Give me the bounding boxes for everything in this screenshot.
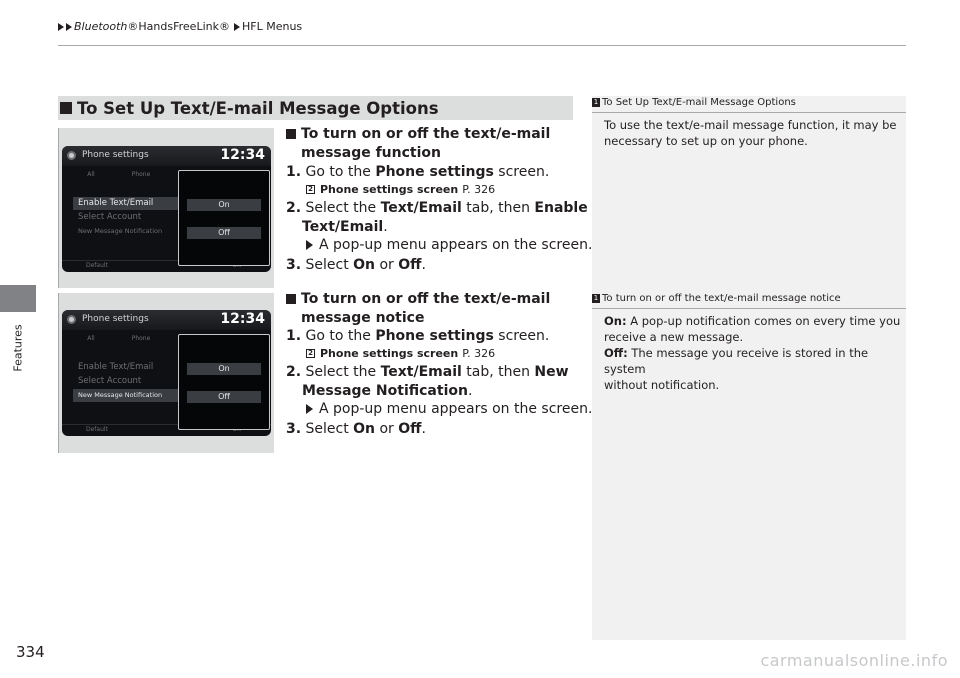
screenshot-phone-settings-1 <box>62 146 271 272</box>
section-square-icon <box>60 102 72 114</box>
popup-menu <box>178 170 270 266</box>
breadcrumb-arrow-icon <box>66 23 72 31</box>
step-2-continued: Message Notification. <box>302 383 473 399</box>
breadcrumb-hfl-menus[interactable]: HFL Menus <box>241 20 303 33</box>
breadcrumb-arrow-icon <box>234 23 240 31</box>
watermark: carmanualsonline.info <box>760 651 948 670</box>
breadcrumb-arrow-icon <box>58 23 64 31</box>
screen-title: Phone settings <box>82 314 149 324</box>
default-button[interactable]: Default <box>86 262 108 269</box>
settings-gear-icon <box>67 315 76 324</box>
note-divider <box>592 308 906 309</box>
cross-reference[interactable]: 2 Phone settings screen P. 326 <box>306 347 495 360</box>
breadcrumb-bluetooth[interactable]: Bluetooth <box>74 20 128 33</box>
reference-arrow-icon: 2 <box>306 349 315 358</box>
settings-gear-icon <box>67 151 76 160</box>
step-3: 3. Select On or Off. <box>286 257 426 273</box>
note-heading-1: 1 To Set Up Text/E-mail Message Options <box>593 97 796 108</box>
menu-row-enable-text-email[interactable]: Enable Text/Email <box>78 362 154 372</box>
step-1: 1. Go to the Phone settings screen. <box>286 328 550 344</box>
cross-reference[interactable]: 2 Phone settings screen P. 326 <box>306 183 495 196</box>
default-button[interactable]: Default <box>86 426 108 433</box>
menu-row-select-account[interactable]: Select Account <box>78 376 142 386</box>
screen-title: Phone settings <box>82 150 149 160</box>
popup-menu <box>178 334 270 430</box>
popup-option-off[interactable]: Off <box>187 391 261 403</box>
step-2: 2. Select the Text/Email tab, then Enable <box>286 200 588 216</box>
breadcrumb <box>58 20 302 33</box>
header-divider <box>58 45 906 46</box>
note-divider <box>592 112 906 113</box>
popup-option-on[interactable]: On <box>187 363 261 375</box>
tab-phone[interactable]: Phone <box>131 335 151 342</box>
menu-row-enable-text-email[interactable]: Enable Text/Email <box>73 197 181 210</box>
popup-option-off[interactable]: Off <box>187 227 261 239</box>
step-2-result: A pop-up menu appears on the screen. <box>306 237 592 253</box>
subheading-text-email-function: To turn on or off the text/e-mail message function <box>286 125 576 163</box>
step-3: 3. Select On or Off. <box>286 421 426 437</box>
step-2-continued: Text/Email. <box>302 219 388 235</box>
subheading-square-icon <box>286 294 296 304</box>
note-icon: 1 <box>593 98 599 106</box>
tab-all[interactable]: All <box>87 171 95 178</box>
tab-all[interactable]: All <box>87 335 95 342</box>
section-title: To Set Up Text/E-mail Message Options <box>77 98 439 118</box>
page-number: 334 <box>16 643 45 661</box>
step-2-result: A pop-up menu appears on the screen. <box>306 401 592 417</box>
note-body-1: To use the text/e-mail message function, it may be necessary to set up on your phone. <box>604 118 897 148</box>
screen-clock: 12:34 <box>220 147 265 163</box>
tab-phone[interactable]: Phone <box>131 171 151 178</box>
chapter-tab <box>0 285 36 312</box>
note-icon: 1 <box>593 294 599 302</box>
menu-row-new-message-notification[interactable]: New Message Notification <box>73 389 181 402</box>
result-arrow-icon <box>306 404 313 414</box>
menu-row-new-message-notification[interactable]: New Message Notification <box>78 227 163 235</box>
subheading-square-icon <box>286 129 296 139</box>
menu-row-select-account[interactable]: Select Account <box>78 212 142 222</box>
note-heading-2: 1 To turn on or off the text/e-mail message notice <box>593 293 841 304</box>
screenshot-phone-settings-2 <box>62 310 271 436</box>
step-2: 2. Select the Text/Email tab, then New <box>286 364 569 380</box>
reference-arrow-icon: 2 <box>306 185 315 194</box>
section-title-bar <box>58 96 573 120</box>
step-1: 1. Go to the Phone settings screen. <box>286 164 550 180</box>
note-body-2: On: A pop-up notification comes on every time you receive a new message. Off: The message you receive is stored in the system without notification. <box>604 314 901 392</box>
breadcrumb-registered-mark: ® <box>127 20 139 33</box>
result-arrow-icon <box>306 240 313 250</box>
breadcrumb-handsfreelink[interactable]: HandsFreeLink® <box>138 20 230 33</box>
chapter-label: Features <box>11 324 25 372</box>
subheading-text-email-notice: To turn on or off the text/e-mail message notice <box>286 290 576 328</box>
screen-clock: 12:34 <box>220 311 265 327</box>
popup-option-on[interactable]: On <box>187 199 261 211</box>
